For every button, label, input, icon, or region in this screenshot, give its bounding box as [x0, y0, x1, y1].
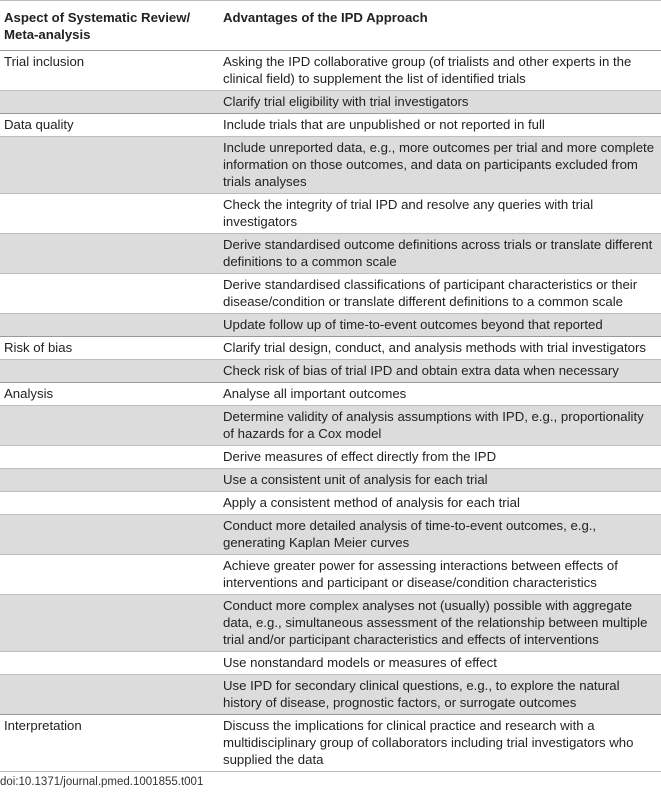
aspect-cell: [0, 515, 218, 555]
header-advantages: Advantages of the IPD Approach: [218, 1, 661, 51]
table-body: [0, 51, 661, 772]
table-row: [0, 406, 661, 446]
aspect-cell: [0, 274, 218, 314]
advantage-cell: Determine validity of analysis assumptions with IPD, e.g., proportionality of hazards for a Cox model: [218, 406, 661, 446]
table-row: [0, 492, 661, 515]
aspect-cell: [0, 360, 218, 383]
advantage-cell: Conduct more complex analyses not (usually) possible with aggregate data, e.g., simultaneous assessment of the relationship between multiple trial and/or participant characteristics and effects of interventions: [218, 595, 661, 652]
aspect-cell: [0, 652, 218, 675]
header-aspect: Aspect of Systematic Review/ Meta-analysis: [0, 1, 218, 51]
aspect-cell: [0, 492, 218, 515]
table-row: [0, 234, 661, 274]
advantage-cell: Include trials that are unpublished or not reported in full: [218, 114, 661, 137]
doi-caption: doi:10.1371/journal.pmed.1001855.t001: [0, 776, 204, 788]
table-row: [0, 595, 661, 652]
advantage-cell: Derive measures of effect directly from the IPD: [218, 446, 661, 469]
table-row: [0, 194, 661, 234]
advantage-cell: Achieve greater power for assessing interactions between effects of interventions and participant or disease/condition characteristics: [218, 555, 661, 595]
aspect-cell: [0, 469, 218, 492]
table-header: [0, 1, 661, 51]
table-row: [0, 337, 661, 360]
advantage-cell: Asking the IPD collaborative group (of trialists and other experts in the clinical field) to supplement the list of identified trials: [218, 51, 661, 91]
table-row: [0, 91, 661, 114]
table-row: [0, 51, 661, 91]
table-row: [0, 515, 661, 555]
table-row: [0, 652, 661, 675]
advantage-cell: Clarify trial eligibility with trial investigators: [218, 91, 661, 114]
advantage-cell: Include unreported data, e.g., more outcomes per trial and more complete information on those outcomes, and data on participants excluded from trials analyses: [218, 137, 661, 194]
aspect-cell: [0, 137, 218, 194]
advantage-cell: Check the integrity of trial IPD and resolve any queries with trial investigators: [218, 194, 661, 234]
table-row: [0, 360, 661, 383]
aspect-cell: [0, 234, 218, 274]
aspect-cell: [0, 406, 218, 446]
table-row: [0, 383, 661, 406]
table-row: [0, 137, 661, 194]
table-row: [0, 274, 661, 314]
aspect-cell: Trial inclusion: [0, 51, 218, 91]
advantage-cell: Check risk of bias of trial IPD and obtain extra data when necessary: [218, 360, 661, 383]
aspect-cell: Interpretation: [0, 715, 218, 772]
aspect-cell: [0, 595, 218, 652]
advantage-cell: Use nonstandard models or measures of effect: [218, 652, 661, 675]
header-row: [0, 1, 661, 51]
advantage-cell: Use IPD for secondary clinical questions, e.g., to explore the natural history of disease, prognostic factors, or surrogate outcomes: [218, 675, 661, 715]
advantage-cell: Apply a consistent method of analysis for each trial: [218, 492, 661, 515]
advantage-cell: Update follow up of time-to-event outcomes beyond that reported: [218, 314, 661, 337]
advantage-cell: Clarify trial design, conduct, and analysis methods with trial investigators: [218, 337, 661, 360]
aspect-cell: [0, 446, 218, 469]
table-row: [0, 446, 661, 469]
advantage-cell: Derive standardised classifications of participant characteristics or their disease/condition or translate different definitions to a common scale: [218, 274, 661, 314]
aspect-cell: [0, 675, 218, 715]
advantage-cell: Use a consistent unit of analysis for each trial: [218, 469, 661, 492]
advantage-cell: Conduct more detailed analysis of time-to-event outcomes, e.g., generating Kaplan Meier curves: [218, 515, 661, 555]
table-row: [0, 114, 661, 137]
advantage-cell: Discuss the implications for clinical practice and research with a multidisciplinary group of collaborators including trial investigators who supplied the data: [218, 715, 661, 772]
aspect-cell: [0, 91, 218, 114]
aspect-cell: Risk of bias: [0, 337, 218, 360]
table-row: [0, 715, 661, 772]
advantage-cell: Analyse all important outcomes: [218, 383, 661, 406]
aspect-cell: [0, 194, 218, 234]
table-row: [0, 555, 661, 595]
advantage-cell: Derive standardised outcome definitions across trials or translate different definitions to a common scale: [218, 234, 661, 274]
table-row: [0, 469, 661, 492]
aspect-cell: Analysis: [0, 383, 218, 406]
aspect-cell: [0, 555, 218, 595]
aspect-cell: Data quality: [0, 114, 218, 137]
table-row: [0, 314, 661, 337]
aspect-cell: [0, 314, 218, 337]
table-row: [0, 675, 661, 715]
